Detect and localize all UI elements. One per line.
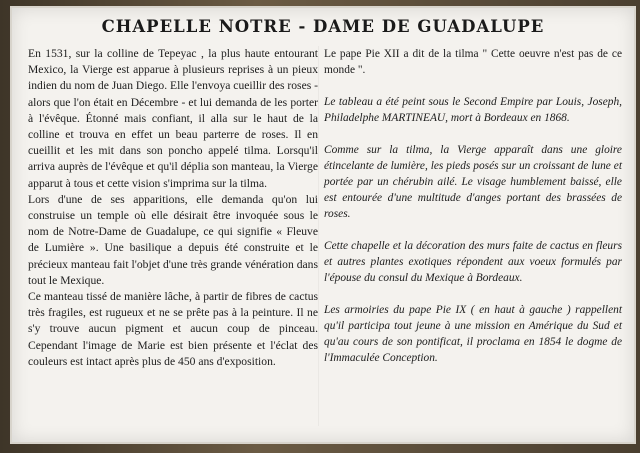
paragraph-chapel-decoration: Cette chapelle et la décoration des murs faite de cactus en fleurs et autres plantes exotiques répondent aux voeux formulés par l'épouse du consul du Mexique à Bordeaux. <box>324 240 622 284</box>
left-column <box>28 46 318 370</box>
paragraph-pope-quote: Le pape Pie XII a dit de la tilma " Cette oeuvre n'est pas de ce monde ". <box>324 48 622 76</box>
column-divider <box>318 46 319 426</box>
plaque-title: CHAPELLE NOTRE - DAME DE GUADALUPE <box>101 17 545 36</box>
paragraph-mantle: Ce manteau tissé de manière lâche, à partir de fibres de cactus très fragiles, est rugueux et ne se prête pas à la peinture. Il ne s'y trouve aucun pigment et aucun coup de pinceau. Cependant l'image de Marie est bien présente et l'éclat des couleurs est intact après plus de 450 ans d'exposition. <box>28 290 318 368</box>
paragraph-apparition: En 1531, sur la colline de Tepeyac , la plus haute entourant Mexico, la Vierge est apparue à plusieurs reprises à un pieux indien du nom de Juan Diego. Elle l'envoya cueillir des roses - alors que l'on était en Décembre - et lui demanda de les porter à l'évêque. Étonné mais confiant, il alla sur le haut de la colline et trouva en effet un beau parterre de roses. Il en cueillit et les mit dans son poncho appelé tilma. Lorsqu'il arriva auprès de l'évêque et qu'il déplia son manteau, la Vierge apparut à tous et cette vision s'imprima sur la tilma. <box>28 47 318 190</box>
paragraph-basilica: Lors d'une de ses apparitions, elle demanda qu'on lui construise un temple où elle désirait être invoquée sous le nom de Notre-Dame de Guadalupe, ce qui signifie « Fleuve de Lumière ». Une basilique a depuis été construite et le précieux manteau fait l'objet d'une très grande vénération dans tout le Mexique. <box>28 192 318 287</box>
paragraph-painting-description: Comme sur la tilma, la Vierge apparaît dans une gloire étincelante de lumière, les pieds posés sur un croissant de lune et portée par un chérubin ailé. Le visage humblement baissé, elle est entourée d'une multitude d'anges portant des brassées de roses. <box>324 144 622 220</box>
paragraph-coat-of-arms: Les armoiries du pape Pie IX ( en haut à gauche ) rappellent qu'il participa tout jeune à une mission en Amérique du Sud et qu'au cours de son pontificat, il proclama en 1854 le dogme de l'Immaculée Conception. <box>324 304 622 364</box>
paragraph-painter: Le tableau a été peint sous le Second Empire par Louis, Joseph, Philadelphe MARTINEAU, mort à Bordeaux en 1868. <box>324 96 622 124</box>
information-plaque <box>10 6 636 444</box>
right-column <box>324 46 622 366</box>
